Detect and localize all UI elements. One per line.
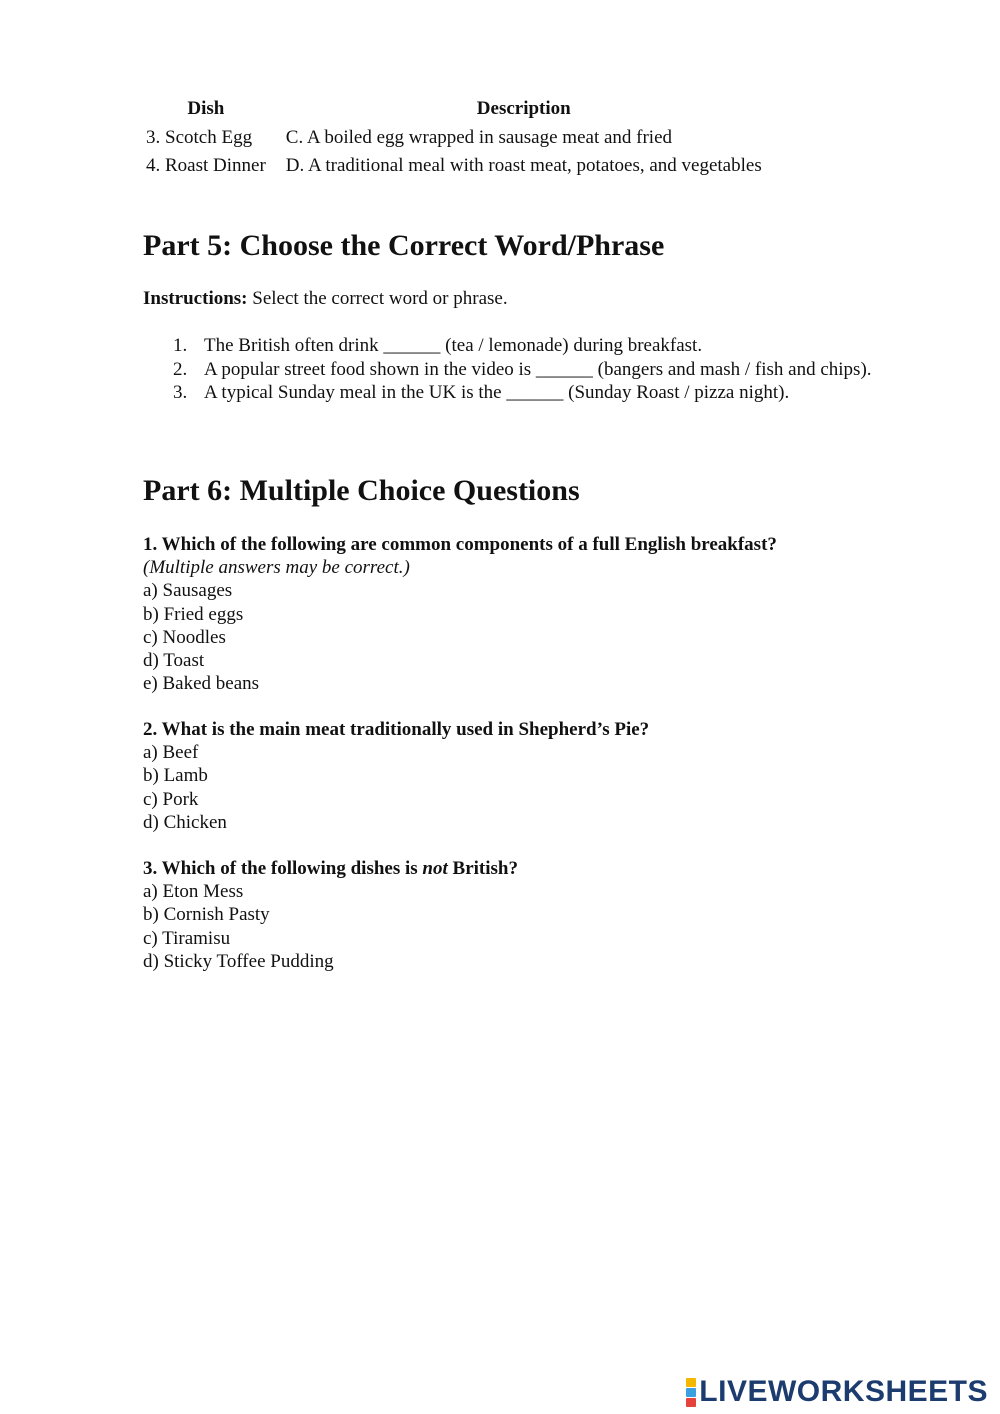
instructions-label: Instructions: [143, 288, 248, 309]
description-cell: D. A traditional meal with roast meat, potatoes, and vegetables [285, 154, 762, 176]
question-2-block [143, 718, 649, 834]
question-1-block [143, 533, 777, 695]
dish-cell: 4. Roast Dinner [146, 154, 266, 176]
dish-matching-table [140, 98, 768, 180]
list-item [143, 381, 872, 405]
question-3-emphasis: not [422, 858, 448, 879]
question-3-text-end: British? [447, 858, 518, 879]
column-header-description: Description [476, 98, 571, 119]
part6-heading: Part 6: Multiple Choice Questions [143, 474, 580, 507]
question-1-text: 1. Which of the following are common components of a full English breakfast? [143, 534, 777, 555]
question-1-note: (Multiple answers may be correct.) [143, 557, 410, 579]
table-row [140, 152, 768, 180]
logo-block [686, 1378, 696, 1387]
list-item [143, 334, 872, 358]
item-text: The British often drink ______ (tea / lemonade) during breakfast. [204, 335, 703, 356]
answer-option: e) Baked beans [143, 673, 260, 695]
dish-cell: 3. Scotch Egg [146, 126, 253, 148]
description-cell: C. A boiled egg wrapped in sausage meat and fried [285, 126, 673, 148]
question-3-text [143, 857, 518, 880]
part5-heading: Part 5: Choose the Correct Word/Phrase [143, 229, 665, 262]
logo-blocks-icon [686, 1378, 696, 1407]
answer-option: c) Pork [143, 788, 199, 810]
question-3-text-start: 3. Which of the following dishes is [143, 858, 423, 879]
item-number: 3. [173, 382, 188, 403]
answer-option: a) Sausages [143, 580, 233, 602]
part5-items-list [143, 334, 872, 405]
answer-option: c) Noodles [143, 626, 226, 648]
item-number: 1. [173, 335, 188, 356]
column-header-dish: Dish [187, 98, 225, 119]
list-item [143, 358, 872, 382]
question-2-text: 2. What is the main meat traditionally used in Shepherd’s Pie? [143, 719, 650, 740]
item-number: 2. [173, 358, 188, 380]
answer-option: c) Tiramisu [143, 927, 231, 949]
logo-block [686, 1398, 696, 1407]
answer-option: d) Toast [143, 650, 205, 672]
answer-option: a) Beef [143, 742, 199, 764]
liveworksheets-logo [686, 1372, 988, 1412]
item-text: A popular street food shown in the video is ______ (bangers and mash / fish and chips). [204, 358, 872, 380]
table-row [140, 124, 768, 152]
answer-option: b) Cornish Pasty [143, 904, 270, 926]
item-text: A typical Sunday meal in the UK is the ______ (Sunday Roast / pizza night). [204, 382, 790, 403]
answer-option: d) Sticky Toffee Pudding [143, 950, 334, 972]
part5-instructions [143, 288, 508, 310]
answer-option: d) Chicken [143, 811, 227, 833]
logo-text: LIVEWORKSHEETS [699, 1375, 988, 1408]
answer-option: b) Fried eggs [143, 603, 244, 625]
table-header-row [140, 98, 768, 124]
answer-option: b) Lamb [143, 765, 208, 787]
logo-block [686, 1388, 696, 1397]
instructions-text: Select the correct word or phrase. [247, 288, 508, 309]
question-3-block [143, 857, 518, 973]
answer-option: a) Eton Mess [143, 881, 244, 903]
